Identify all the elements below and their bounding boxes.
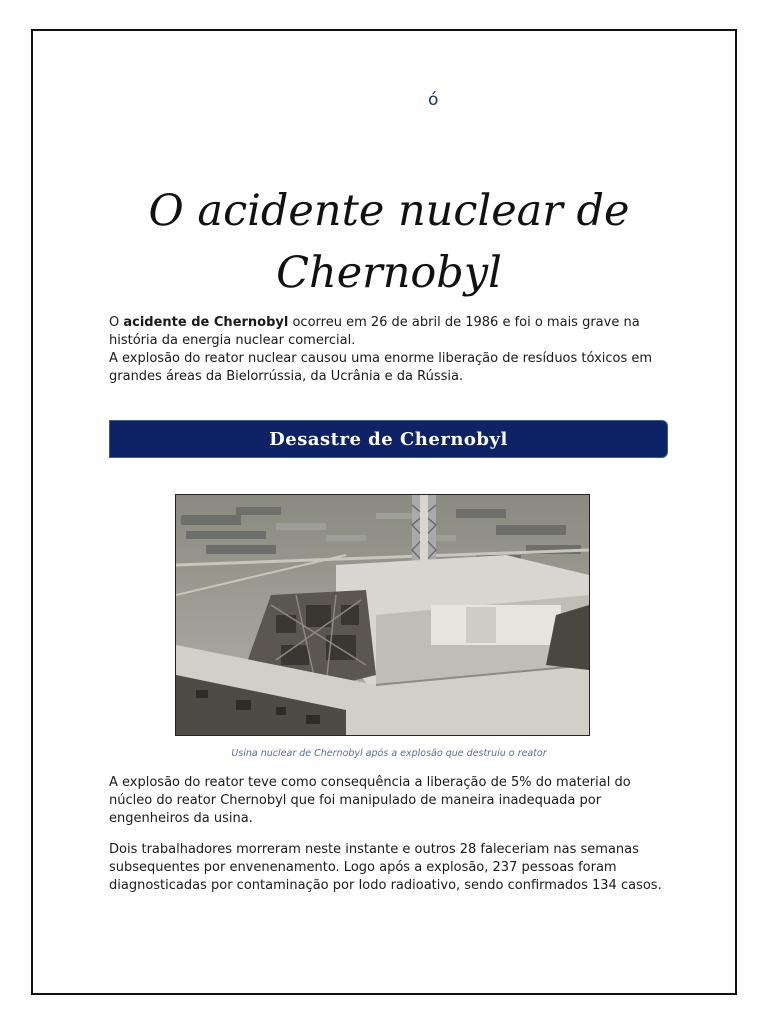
chernobyl-photo [175, 494, 590, 736]
photo-caption: Usina nuclear de Chernobyl após a explosão que destruiu o reator [231, 748, 547, 759]
body-paragraph-1: A explosão do reator teve como consequência a liberação de 5% do material do núcleo do reator Chernobyl que foi manipulado de maneira inadequada por engenheiros da usina. [109, 775, 631, 826]
title-line-1: O acidente nuclear de [148, 186, 630, 236]
intro-bold-term: acidente de Chernobyl [123, 315, 289, 330]
section-banner [109, 420, 668, 458]
section-banner-title: Desastre de Chernobyl [269, 428, 508, 450]
accent-character: ó [428, 90, 439, 110]
title-line-2: Chernobyl [276, 248, 502, 298]
intro-lead: O [109, 315, 124, 330]
intro-line-2: A explosão do reator nuclear causou uma enorme liberação de resíduos tóxicos em grandes áreas da Bielorrússia, da Ucrânia e da Rússia. [109, 351, 653, 384]
intro-paragraph [109, 314, 669, 386]
chernobyl-plant-illustration [176, 495, 589, 735]
intro-rest: ocorreu em 26 de abril de 1986 e foi o mais grave na história da energia nuclear comercial. [109, 315, 640, 348]
page-title [109, 180, 669, 304]
body-paragraph-2: Dois trabalhadores morreram neste instante e outros 28 faleceriam nas semanas subsequentes por envenenamento. Logo após a explosão, 237 pessoas foram diagnosticadas por contaminação por Iodo radioativo, sendo confirmados 134 casos. [109, 842, 662, 893]
